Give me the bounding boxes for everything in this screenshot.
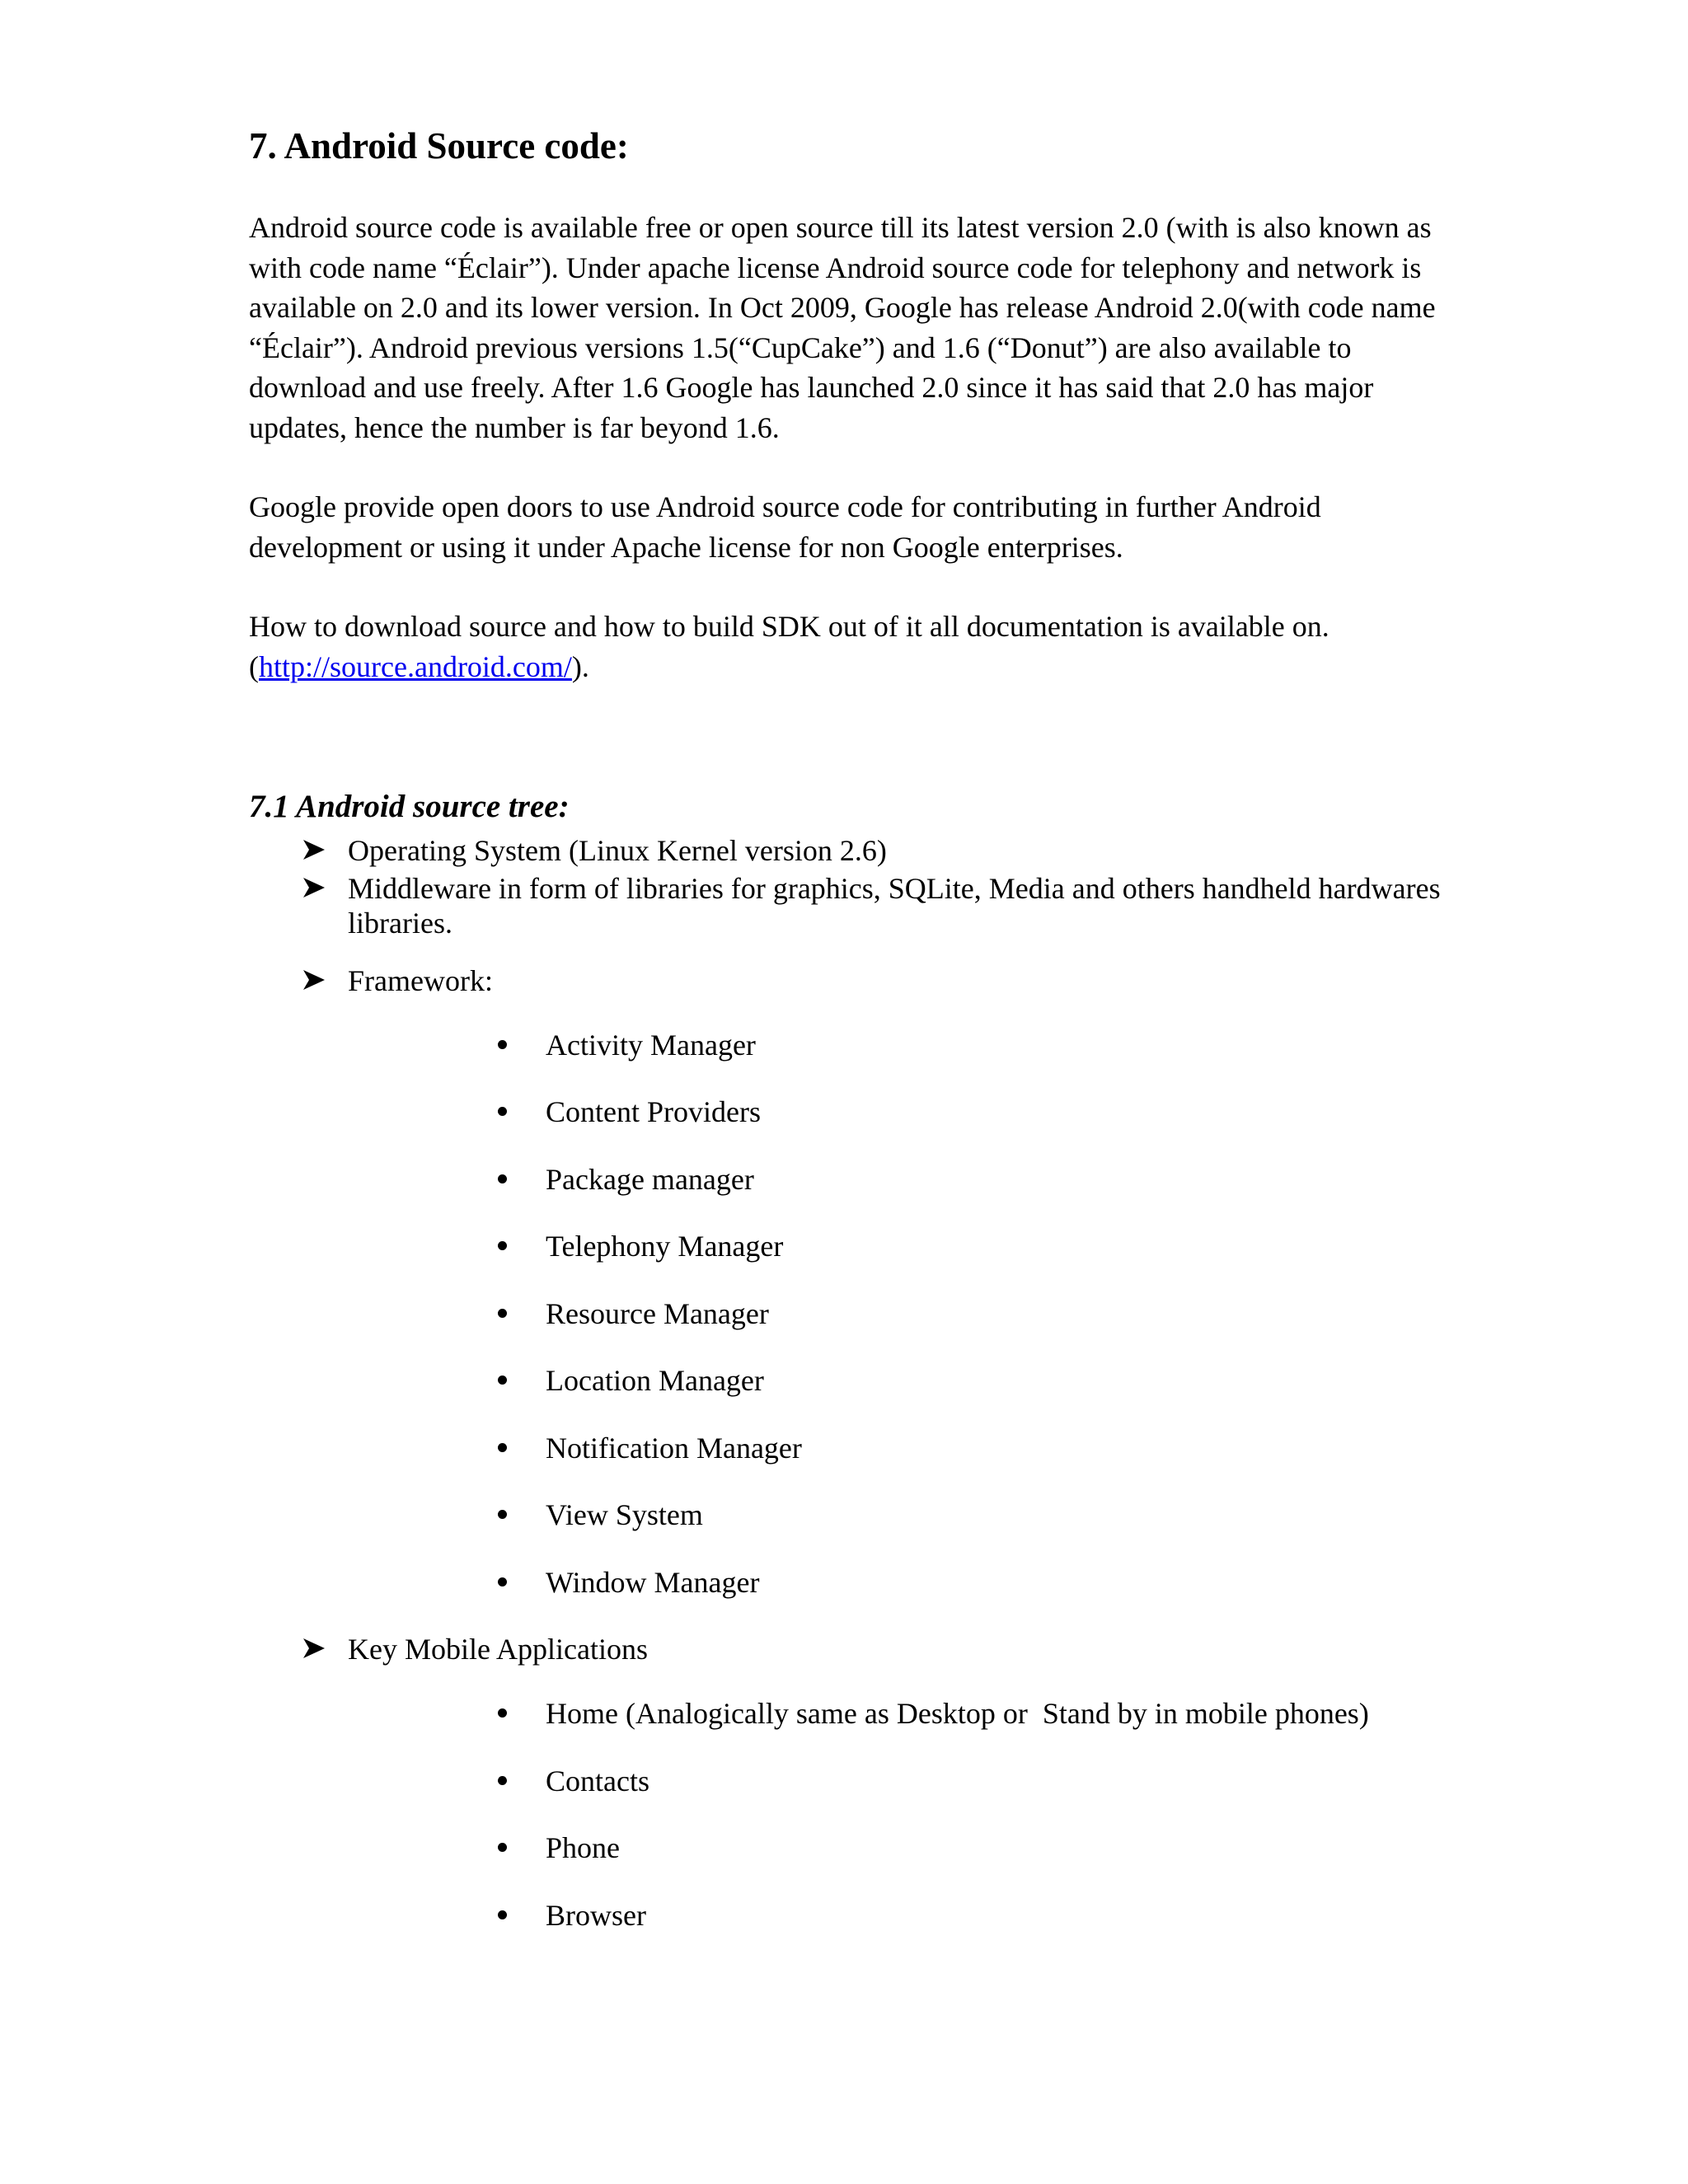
license-paragraph: Google provide open doors to use Android source code for contributing in further Android development or using it under Apache license for non Google enterprises.	[249, 490, 1321, 564]
bullet-icon	[498, 1309, 507, 1318]
list-item-label: Browser	[546, 1898, 646, 1932]
list-item-label: Window Manager	[546, 1565, 760, 1599]
bullet-icon	[498, 1241, 507, 1250]
applications-list	[348, 1696, 1444, 1933]
link-close-paren: ).	[571, 649, 589, 683]
bullet-icon	[498, 1708, 507, 1718]
list-item	[546, 1094, 1444, 1129]
list-item-label: Telephony Manager	[546, 1230, 784, 1263]
bullet-icon	[498, 1843, 507, 1852]
list-item	[546, 1696, 1444, 1731]
list-item-label: Phone	[546, 1831, 620, 1865]
list-item-label: Content Providers	[546, 1095, 761, 1129]
bullet-icon	[498, 1040, 507, 1049]
list-item-label: Key Mobile Applications	[348, 1633, 648, 1666]
subsection-title: 7.1 Android source tree:	[249, 789, 570, 824]
intro-paragraph: Android source code is available free or open source till its latest version 2.0 (with is also known as with code name “Éclair”). Under apache license Android source code for telephony and network is available on 2.0 and its lower version. In Oct 2009, Google has release Android 2.0(with code name “Éclair”). Android previous versions 1.5(“CupCake”) and 1.6 (“Donut”) are also available to download and use freely. After 1.6 Google has launched 2.0 since it has said that 2.0 has major updates, hence the number is far beyond 1.6.	[249, 211, 1436, 444]
bullet-icon	[498, 1443, 507, 1452]
document-page	[249, 124, 1444, 1965]
source-tree-list	[249, 833, 1444, 1933]
bullet-icon	[498, 1577, 507, 1586]
list-item-label: Operating System (Linux Kernel version 2.6)	[348, 833, 887, 867]
bullet-icon	[498, 1376, 507, 1385]
arrow-bullet-icon	[300, 871, 328, 904]
bullet-icon	[498, 1910, 507, 1919]
arrow-bullet-icon	[300, 833, 328, 866]
list-item-label: Activity Manager	[546, 1028, 756, 1062]
link-open-paren: (	[249, 649, 259, 683]
list-item	[546, 1028, 1444, 1062]
arrow-bullet-icon	[300, 1632, 328, 1665]
list-item	[348, 1632, 1444, 1933]
list-item	[348, 833, 1444, 868]
list-item	[546, 1162, 1444, 1197]
list-item-label: Framework:	[348, 963, 493, 997]
list-item-label: Location Manager	[546, 1364, 764, 1398]
list-item-label: View System	[546, 1498, 703, 1532]
list-item	[546, 1431, 1444, 1465]
list-item	[546, 1764, 1444, 1798]
download-text: How to download source and how to build SDK out of it all documentation is available on.	[249, 610, 1329, 643]
list-item-label: Resource Manager	[546, 1296, 769, 1330]
list-item	[546, 1497, 1444, 1532]
list-item-label: Notification Manager	[546, 1431, 802, 1465]
list-item	[348, 963, 1444, 1600]
bullet-icon	[498, 1776, 507, 1785]
list-item	[546, 1898, 1444, 1933]
list-item-label: Package manager	[546, 1162, 754, 1196]
list-item	[546, 1229, 1444, 1263]
source-android-link[interactable]: http://source.android.com/	[259, 649, 572, 683]
bullet-icon	[498, 1510, 507, 1519]
list-item	[546, 1363, 1444, 1398]
list-item	[348, 871, 1444, 940]
list-item	[546, 1296, 1444, 1331]
arrow-bullet-icon	[300, 963, 328, 996]
download-paragraph	[249, 607, 1444, 687]
list-item-label: Home (Analogically same as Desktop or Stand by in mobile phones)	[546, 1697, 1369, 1731]
bullet-icon	[498, 1174, 507, 1183]
list-item	[546, 1830, 1444, 1865]
list-item	[546, 1565, 1444, 1600]
list-item-label: Contacts	[546, 1764, 649, 1797]
framework-list	[348, 1028, 1444, 1600]
bullet-icon	[498, 1107, 507, 1116]
section-title: 7. Android Source code:	[249, 125, 629, 166]
list-item-label: Middleware in form of libraries for graphics, SQLite, Media and others handheld hardwares libraries.	[348, 871, 1441, 940]
